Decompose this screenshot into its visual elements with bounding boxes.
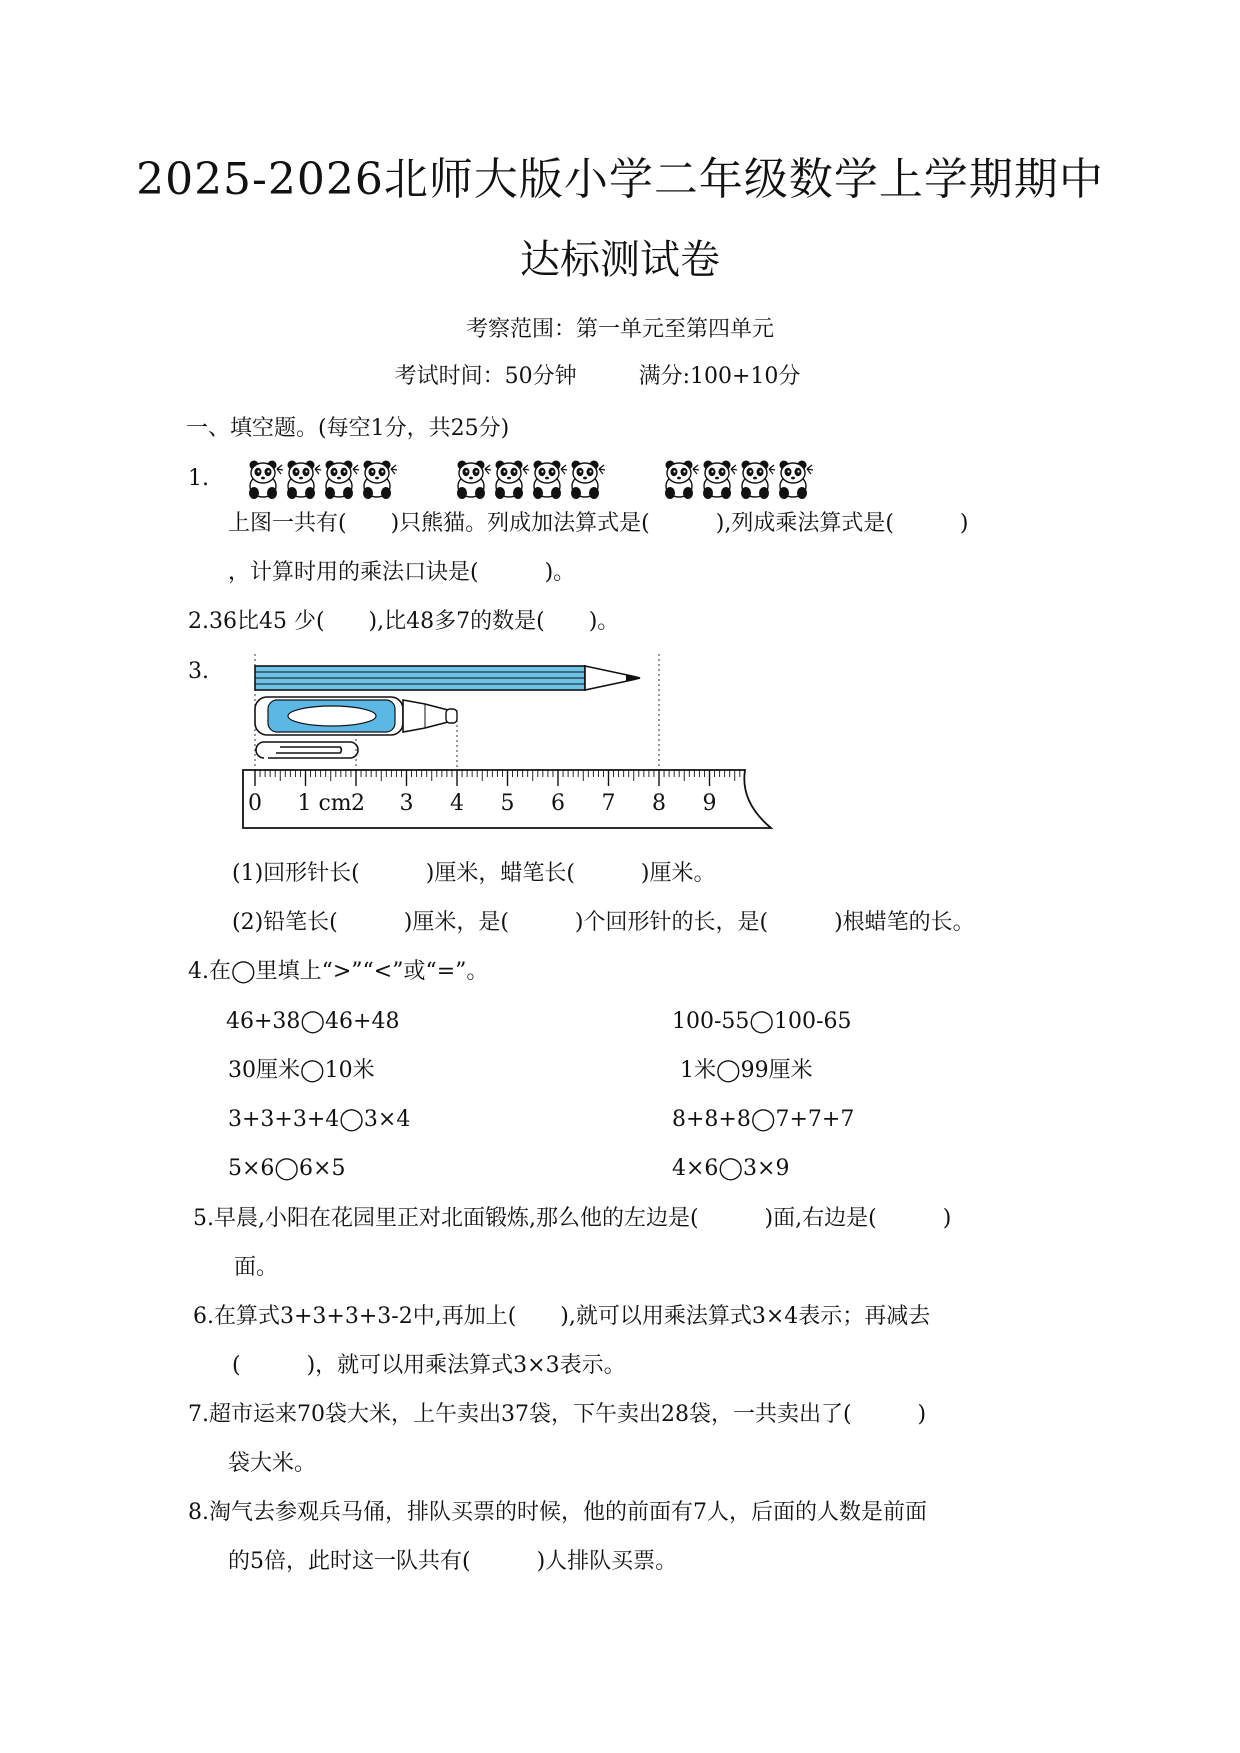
q4-item: 100-55◯100-65: [672, 1009, 852, 1034]
q4-item: 46+38◯46+48: [226, 1009, 400, 1034]
q6-line-2: ( )，就可以用乘法算式3×3表示。: [232, 1353, 626, 1378]
exam-score: 满分:100+10分: [638, 364, 801, 389]
crayon-icon: [255, 697, 457, 735]
section-1-heading: 一、填空题。(每空1分，共25分): [186, 416, 510, 441]
ruler-label: 2: [351, 791, 365, 816]
title-line-1: 2025-2026北师大版小学二年级数学上学期期中: [136, 154, 1104, 205]
panda-icon: [363, 461, 397, 500]
q4-item: 3+3+3+4◯3×4: [228, 1107, 411, 1132]
q7-line-1: 7.超市运来70袋大米，上午卖出37袋，下午卖出28袋，一共卖出了( ): [188, 1402, 927, 1427]
q4-item: 1米◯99厘米: [680, 1058, 813, 1083]
q6-line-1: 6.在算式3+3+3+3-2中,再加上( ),就可以用乘法算式3×4表示；再减去: [193, 1304, 931, 1329]
measurement-figure: [240, 652, 790, 837]
panda-icon: [533, 461, 567, 500]
pencil-icon: [255, 666, 640, 690]
q5-line-1: 5.早晨,小阳在花园里正对北面锻炼,那么他的左边是( )面,右边是( ): [193, 1206, 952, 1231]
ruler-label: 1 cm: [297, 791, 352, 816]
exam-scope: 考察范围：第一单元至第四单元: [465, 317, 774, 342]
q3-number: 3.: [188, 659, 209, 684]
panda-icon: [287, 461, 321, 500]
panda-icon: [325, 461, 359, 500]
ruler-label: 8: [652, 791, 666, 816]
panda-icon: [249, 461, 283, 500]
q8-line-1: 8.淘气去参观兵马俑，排队买票的时候，他的前面有7人，后面的人数是前面: [188, 1500, 927, 1525]
q1-number: 1.: [188, 466, 209, 491]
ruler-icon: [243, 770, 771, 828]
paperclip-icon: [256, 742, 358, 758]
panda-icon: [495, 461, 529, 500]
panda-icon: [703, 461, 737, 500]
q8-line-2: 的5倍，此时这一队共有( )人排队买票。: [228, 1549, 678, 1574]
ruler-label: 6: [551, 791, 565, 816]
q4-item: 4×6◯3×9: [672, 1156, 790, 1181]
q1-line-2: ，计算时用的乘法口诀是( )。: [228, 560, 576, 585]
q1-line-1: 上图一共有( )只熊猫。列成加法算式是( ),列成乘法算式是( ): [228, 511, 969, 536]
panda-icon: [779, 461, 813, 500]
title-line-2: 达标测试卷: [520, 237, 720, 283]
q3-sub-2: (2)铅笔长( )厘米，是( )个回形针的长，是( )根蜡笔的长。: [232, 910, 975, 935]
q2-text: 2.36比45 少( ),比48多7的数是( )。: [188, 609, 620, 634]
panda-icon: [665, 461, 699, 500]
panda-illustration: [240, 455, 820, 505]
q5-line-2: 面。: [234, 1255, 279, 1280]
q3-sub-1: (1)回形针长( )厘米，蜡笔长( )厘米。: [232, 861, 716, 886]
panda-icon: [457, 461, 491, 500]
ruler-label: 9: [702, 791, 717, 816]
q4-item: 5×6◯6×5: [228, 1156, 346, 1181]
q4-text: 4.在◯里填上“>”“<”或“=”。: [188, 959, 489, 984]
q4-item: 30厘米◯10米: [228, 1058, 375, 1083]
ruler-label: 4: [450, 791, 464, 816]
ruler-label: 3: [399, 791, 414, 816]
ruler-label: 0: [248, 791, 262, 816]
q7-line-2: 袋大米。: [228, 1451, 317, 1476]
panda-icon: [741, 461, 775, 500]
panda-icon: [571, 461, 605, 500]
ruler-label: 7: [601, 791, 616, 816]
ruler-label: 5: [500, 791, 515, 816]
exam-info: [0, 362, 1240, 392]
q4-item: 8+8+8◯7+7+7: [672, 1107, 855, 1132]
exam-time: 考试时间：50分钟: [394, 364, 577, 389]
